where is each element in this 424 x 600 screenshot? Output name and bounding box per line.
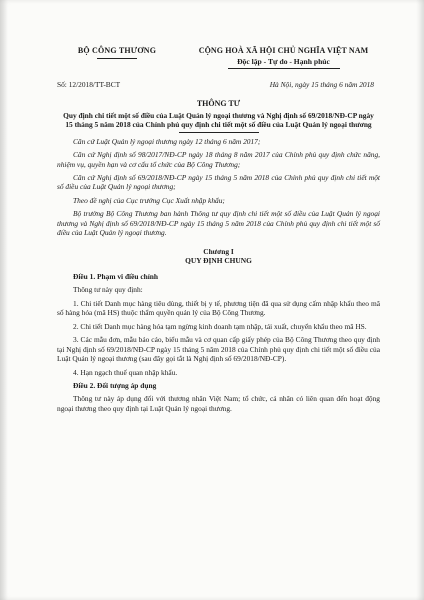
article-heading: Điều 2. Đối tượng áp dụng	[73, 380, 157, 390]
document-type: THÔNG TƯ	[196, 99, 241, 109]
preamble	[57, 137, 380, 238]
national-motto: Độc lập - Tự do - Hạnh phúc	[237, 57, 330, 67]
motto-underline	[228, 68, 340, 69]
article-intro: Thông tư này quy định:	[73, 285, 143, 295]
preamble-item: Theo đề nghị của Cục trưởng Cục Xuất nhập khẩu;	[73, 195, 225, 205]
article-clause: 4. Hạn ngạch thuế quan nhập khẩu.	[73, 367, 178, 377]
article-heading: Điều 1. Phạm vi điều chỉnh	[73, 271, 159, 281]
scan-edge-left	[0, 0, 8, 600]
document-number: Số: 12/2018/TT-BCT	[57, 79, 121, 89]
preamble-item: Căn cứ Nghị định số 98/2017/NĐ-CP ngày 18 tháng 8 năm 2017 của Chính phủ quy định chức năng, nhiệm vụ, quyền hạn và cơ cấu tổ chức của Bộ Công Thương;	[57, 150, 380, 169]
nation-name: CỘNG HOÀ XÃ HỘI CHỦ NGHĨA VIỆT NAM	[198, 46, 369, 55]
ministry-name: BỘ CÔNG THƯƠNG	[77, 46, 157, 55]
title-underline	[179, 132, 259, 133]
document-subject: Quy định chi tiết một số điều của Luật Quản lý ngoại thương và Nghị định số 69/2018/NĐ-CP ngày 15 tháng 5 năm 2018 của Chính phủ quy định chi tiết một số điều của Luật Quản lý ngoại thương	[63, 110, 374, 130]
national-block	[177, 46, 380, 69]
preamble-item: Căn cứ Nghị định số 69/2018/NĐ-CP ngày 15 tháng 5 năm 2018 của Chính phủ quy định chi tiết một số điều của Luật Quản lý ngoại thương;	[57, 173, 380, 192]
date-line: Hà Nội, ngày 15 tháng 6 năm 2018	[269, 79, 374, 89]
article-body: Thông tư này áp dụng đối với thương nhân Việt Nam; tổ chức, cá nhân có liên quan đến hoạt động ngoại thương theo quy định tại Luật Quản lý ngoại thương.	[57, 394, 380, 413]
issuer-block	[57, 46, 177, 69]
article-1	[57, 272, 380, 377]
article-2	[57, 381, 380, 413]
preamble-item: Căn cứ Luật Quản lý ngoại thương ngày 12 tháng 6 năm 2017;	[73, 136, 261, 146]
scan-edge-right	[416, 0, 424, 600]
chapter-title: QUY ĐỊNH CHUNG	[185, 256, 252, 266]
doc-meta-row	[57, 80, 380, 89]
article-clause: 2. Chi tiết Danh mục hàng hóa tạm ngừng kinh doanh tạm nhập, tái xuất, chuyển khẩu theo mã HS.	[73, 321, 367, 331]
ministry-underline	[97, 58, 137, 59]
article-clause: 1. Chi tiết Danh mục hàng tiêu dùng, thiết bị y tế, phương tiện đã qua sử dụng cấm nhập khẩu theo mã số hàng hóa (mã HS) thuộc thẩm quyền quản lý của Bộ Công Thương.	[57, 298, 380, 318]
chapter-number: Chương I	[203, 246, 234, 256]
preamble-item: Bộ trưởng Bộ Công Thương ban hành Thông tư quy định chi tiết một số điều của Luật Quản lý ngoại thương và Nghị định số 69/2018/NĐ-CP ngày 15 tháng 5 năm 2018 của Chính phủ quy định chi tiết một số điều của Luật Quản lý ngoại thương.	[57, 209, 380, 238]
article-clause: 3. Các mẫu đơn, mẫu báo cáo, biểu mẫu và cơ quan cấp giấy phép của Bộ Công Thương theo quy định tại Nghị định số 69/2018/NĐ-CP ngày 15 tháng 5 năm 2018 của Chính phủ quy định chi tiết một số điều của Luật Quản lý ngoại thương (sau đây gọi tắt là Nghị định số 69/2018/NĐ-CP).	[57, 335, 380, 364]
document-header	[57, 46, 380, 69]
